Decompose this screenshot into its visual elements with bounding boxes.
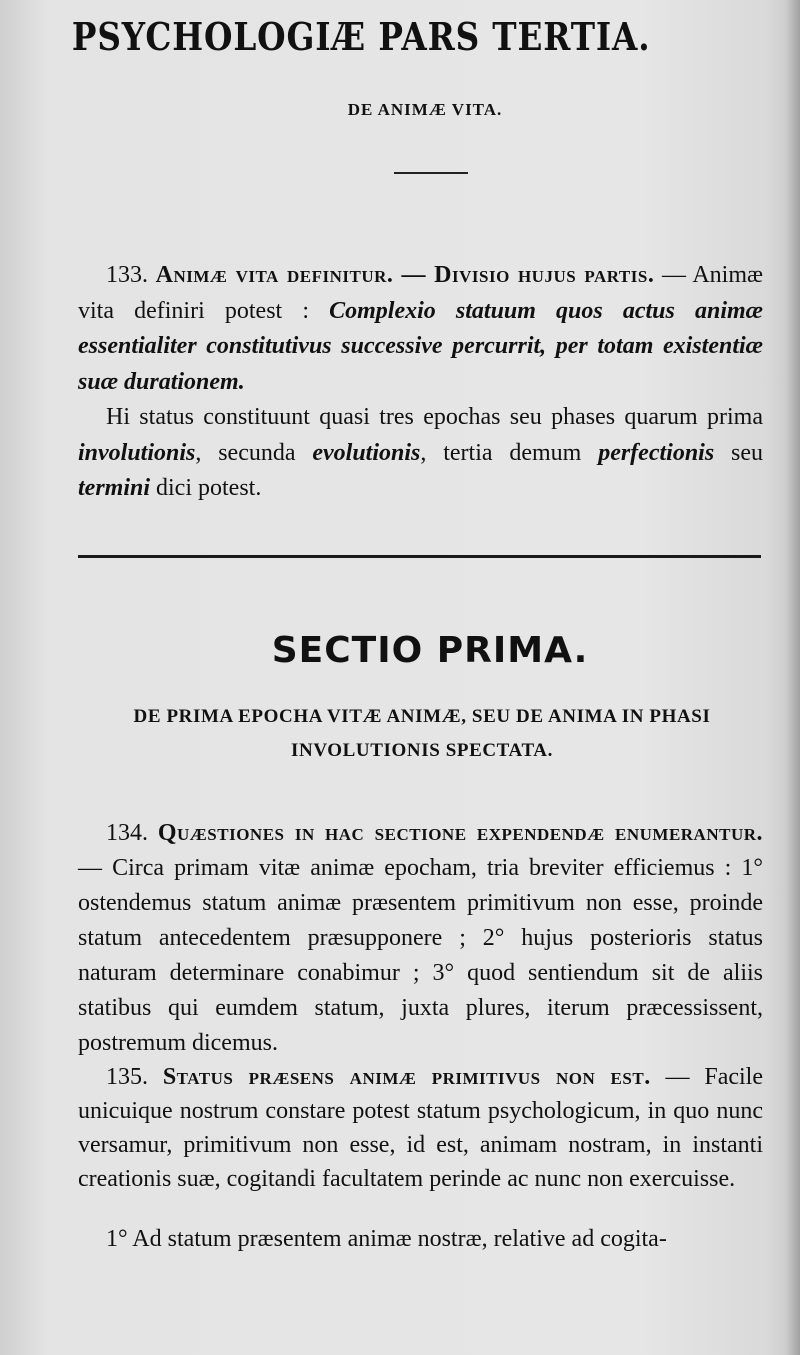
paragraph-135 bbox=[78, 1060, 763, 1196]
page-gutter-shadow bbox=[786, 0, 800, 1355]
paragraph-body: — Circa primam vitæ animæ epocham, tria breviter efficiemus : 1° ostendemus statum animæ præsentem primitivum non esse, proinde statum antecedentem præsupponere ; 2° hujus posterioris status naturam determinare conabimur ; 3° quod sentiendum sit de aliis statibus qui eumdem statum, juxta plures, iterum præcessissent, postremum dicemus. bbox=[78, 855, 763, 1056]
title-divider bbox=[394, 172, 468, 174]
text-run: , tertia demum bbox=[420, 439, 599, 466]
paragraph-final-line bbox=[78, 1222, 763, 1258]
paragraph-heading: Quæstiones in hac sectione expendendæ enumerantur. bbox=[157, 820, 764, 846]
paragraph-body: — Facile unicuique nostrum constare potest statum psychologicum, in quo nunc versamur, primitivum non esse, id est, animam nostram, in instanti creationis suæ, cogitandi facultatem perinde ac nunc non exercuisse. bbox=[78, 1064, 763, 1192]
page-title: PSYCHOLOGIÆ PARS TERTIA. bbox=[71, 14, 651, 59]
paragraph-133 bbox=[78, 258, 763, 507]
term-termini: termini bbox=[78, 475, 151, 501]
term-involutionis: involutionis bbox=[78, 439, 196, 466]
paragraph-heading: Animæ vita definitur. — Divisio hujus partis. bbox=[155, 262, 655, 288]
paragraph-lead: — Animæ vita definiri potest : bbox=[78, 262, 764, 324]
paragraph-text: 1° Ad statum præsentem animæ nostræ, relative ad cogita- bbox=[106, 1226, 667, 1252]
section-subtitle: DE PRIMA EPOCHA VITÆ ANIMÆ, SEU DE ANIMA IN PHASI INVOLUTIONIS SPECTATA. bbox=[133, 706, 711, 761]
paragraph-134 bbox=[78, 816, 763, 1061]
term-evolutionis: evolutionis bbox=[312, 439, 421, 466]
text-run: dici potest. bbox=[150, 475, 262, 501]
paragraph-number: 134. bbox=[106, 820, 148, 846]
section-divider bbox=[78, 555, 761, 558]
text-run: , secunda bbox=[195, 439, 313, 466]
text-run: seu bbox=[714, 439, 764, 466]
page-subtitle: DE ANIMÆ VITA. bbox=[347, 100, 503, 119]
paragraph-number: 133. bbox=[106, 262, 148, 288]
term-perfectionis: perfectionis bbox=[598, 439, 715, 466]
paragraph-number: 135. bbox=[106, 1064, 148, 1090]
text-run: Hi status constituunt quasi tres epochas seu phases quarum prima bbox=[106, 404, 763, 430]
definition-text: Complexio statuum quos actus animæ essentialiter constitutivus successive percurrit, per totam existentiæ suæ durationem. bbox=[78, 297, 763, 395]
section-title: SECTIO PRIMA. bbox=[271, 630, 589, 671]
paragraph-heading: Status præsens animæ primitivus non est. bbox=[162, 1064, 651, 1090]
paragraph-133-second bbox=[78, 400, 763, 507]
